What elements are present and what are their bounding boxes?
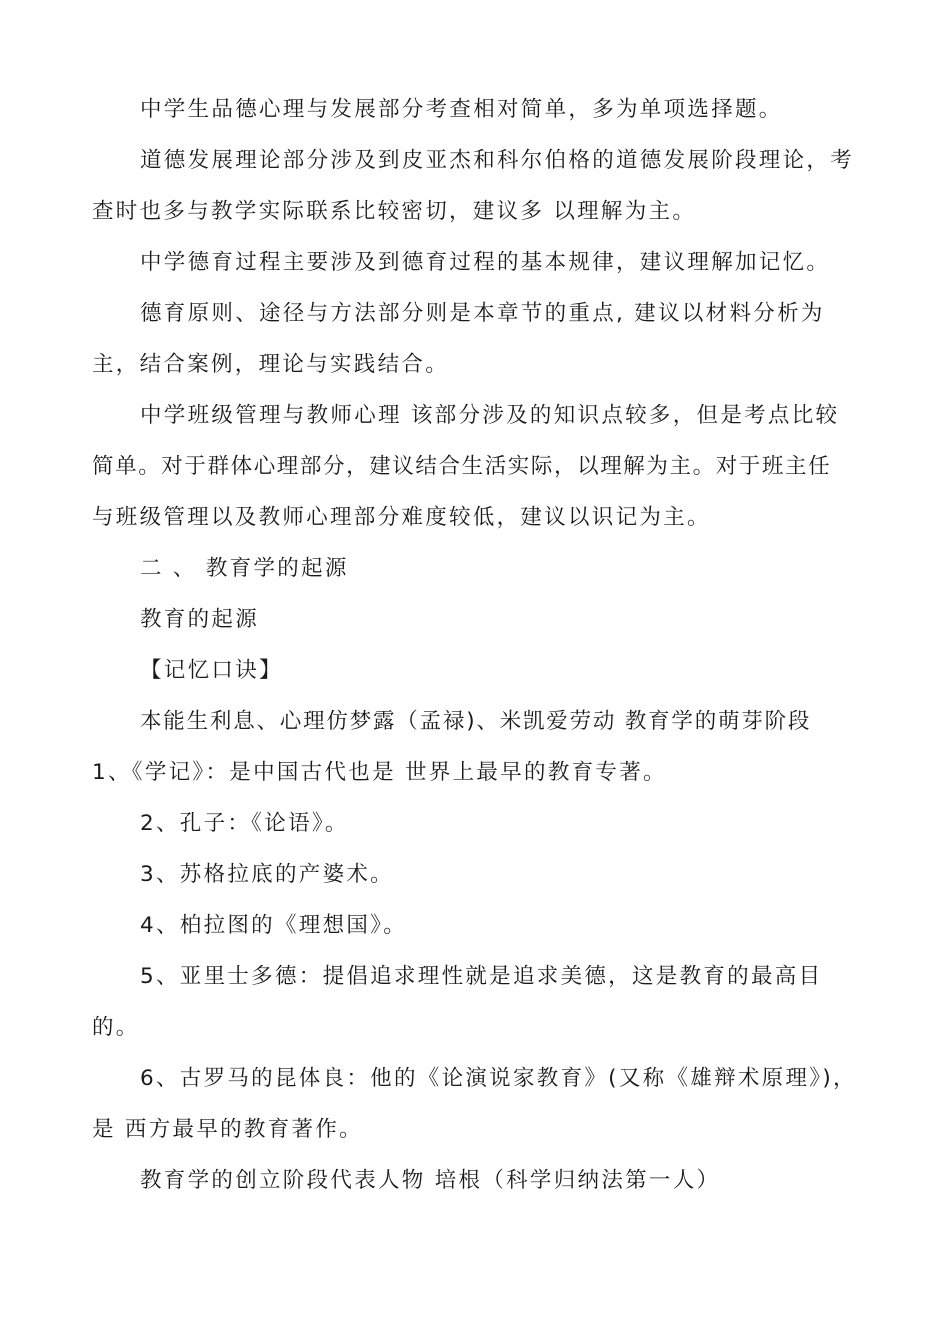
list-item: 3、苏格拉底的产婆术。 [140, 862, 394, 887]
section-heading: 二 、 教育学的起源 [140, 556, 349, 581]
subsection-heading: 教育的起源 [140, 607, 260, 632]
text-line: 中学班级管理与教师心理 该部分涉及的知识点较多，但是考点比较 [140, 403, 840, 428]
list-item: 6、古罗马的昆体良：他的《论演说家教育》(又称《雄辩术原理》)， [140, 1066, 857, 1091]
text-line: 教育学的创立阶段代表人物 培根（科学归纳法第一人） [140, 1168, 721, 1193]
list-item: 的。 [92, 1015, 140, 1040]
text-line: 主，结合案例，理论与实践结合。 [92, 352, 450, 377]
text-line: 查时也多与教学实际联系比较密切，建议多 以理解为主。 [92, 199, 697, 224]
list-item: 4、柏拉图的《理想国》。 [140, 913, 408, 938]
list-item: 2、孔子：《论语》。 [140, 811, 349, 836]
text-line: 德育原则、途径与方法部分则是本章节的重点, 建议以材料分析为 [140, 301, 825, 326]
text-line: 简单。对于群体心理部分，建议结合生活实际，以理解为主。对于班主任 [92, 454, 832, 479]
mnemonic-heading: 【记忆口诀】 [140, 658, 283, 683]
text-line: 本能生利息、心理仿梦露（孟禄)、米凯爱劳动 教育学的萌芽阶段 [140, 709, 812, 734]
text-line: 中学生品德心理与发展部分考查相对简单，多为单项选择题。 [140, 97, 783, 122]
text-line: 道德发展理论部分涉及到皮亚杰和科尔伯格的道德发展阶段理论，考 [140, 148, 855, 173]
list-item: 1、《学记》：是中国古代也是 世界上最早的教育专著。 [92, 760, 667, 785]
list-item: 是 西方最早的教育著作。 [92, 1117, 363, 1142]
list-item: 5、亚里士多德：提倡追求理性就是追求美德，这是教育的最高目 [140, 964, 823, 989]
text-line: 与班级管理以及教师心理部分难度较低，建议以识记为主。 [92, 505, 711, 530]
text-line: 中学德育过程主要涉及到德育过程的基本规律，建议理解加记忆。 [140, 250, 831, 275]
